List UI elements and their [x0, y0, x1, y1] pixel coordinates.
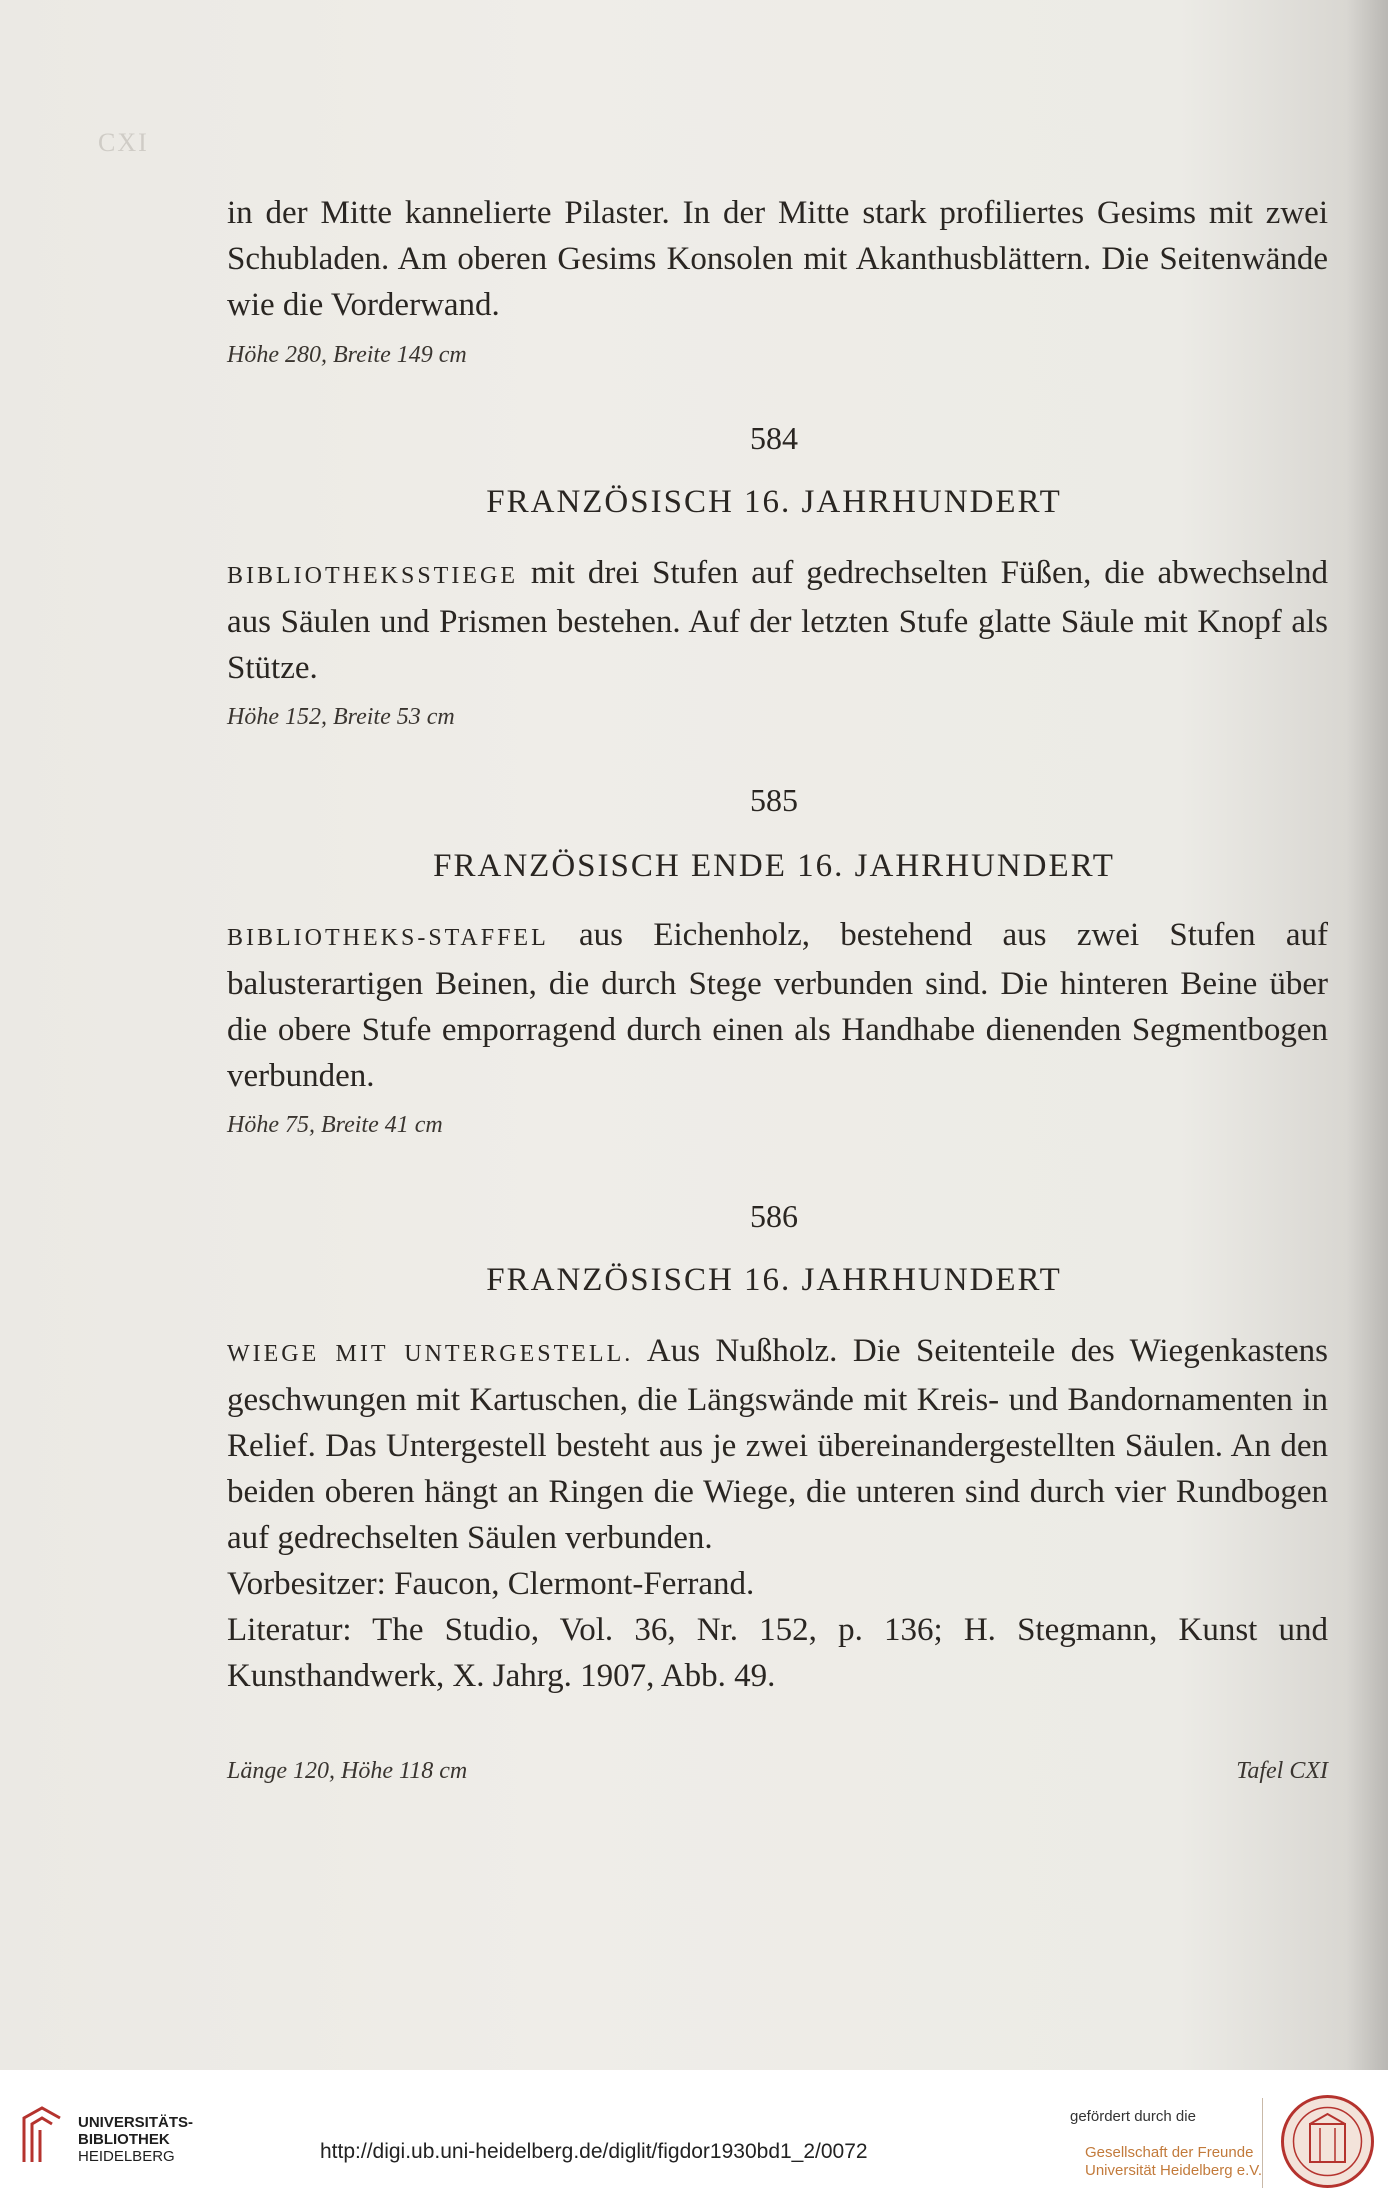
entry-body-586: Aus Nußholz. Die Seitenteile des Wiegenkastens geschwungen mit Kartuschen, die Längswände mit Kreis- und Bandornamenten in Relief. Das Untergestell besteht aus je zwei übereinandergestellten Säulen. An den beiden oberen hängt an Ringen die Wiege, die unteren sind durch vier Rundbogen auf gedrechselten Säulen verbunden.: [227, 1333, 1329, 1556]
entry-literature-586: Literatur: The Studio, Vol. 36, Nr. 152, p. 136; H. Stegmann, Kunst und Kunsthandwerk, X. Jahrg. 1907, Abb. 49.: [227, 1612, 1328, 1694]
university-seal-icon: [1280, 2094, 1375, 2189]
entry-lead-586: WIEGE MIT UNTERGESTELL.: [227, 1341, 634, 1367]
entry-number-585: 585: [750, 782, 798, 818]
library-logo-icon: [18, 2104, 66, 2164]
entry-body-585: aus Eichenholz, bestehend aus zwei Stufen auf balusterartigen Beinen, die durch Stege verbunden sind. Die hinteren Beine über die obere Stufe emporragend durch einen als Handhabe dienenden Segmentbogen verbunden.: [227, 917, 1328, 1094]
entry-dimensions-584: Höhe 152, Breite 53 cm: [227, 704, 455, 730]
entry-lead-585: BIBLIOTHEKS-STAFFEL: [227, 925, 549, 951]
entry-provenance-586: Vorbesitzer: Faucon, Clermont-Ferrand.: [227, 1566, 755, 1602]
entry-body-584: mit drei Stufen auf gedrechselten Füßen, die abwechselnd aus Säulen und Prismen bestehen. Auf der letzten Stufe glatte Säule mit Knopf als Stütze.: [227, 555, 1328, 686]
library-name: UNIVERSITÄTS- BIBLIOTHEK HEIDELBERG: [78, 2114, 194, 2165]
entry-lead-584: BIBLIOTHEKSSTIEGE: [227, 563, 518, 589]
entry-dimensions-586: Länge 120, Höhe 118 cm: [227, 1758, 468, 1784]
intro-dimensions: Höhe 280, Breite 149 cm: [227, 342, 467, 368]
entry-heading-585: FRANZÖSISCH ENDE 16. JAHRHUNDERT: [433, 848, 1115, 884]
permalink-url[interactable]: http://digi.ub.uni-heidelberg.de/diglit/figdor1930bd1_2/0072: [320, 2140, 868, 2163]
intro-paragraph: in der Mitte kannelierte Pilaster. In der Mitte stark profiliertes Gesims mit zwei Schubladen. Am oberen Gesims Konsolen mit Akanthusblättern. Die Seitenwände wie die Vorderwand.: [227, 195, 1328, 323]
entry-heading-584: FRANZÖSISCH 16. JAHRHUNDERT: [486, 484, 1062, 520]
entry-number-586: 586: [750, 1198, 798, 1234]
page-mark: CXI: [98, 128, 149, 157]
footer-divider: [1262, 2098, 1263, 2188]
entry-heading-586: FRANZÖSISCH 16. JAHRHUNDERT: [486, 1262, 1062, 1298]
funded-by-label: gefördert durch die: [1070, 2108, 1196, 2125]
society-name: Gesellschaft der Freunde Universität Heidelberg e.V.: [1085, 2144, 1263, 2179]
entry-number-584: 584: [750, 420, 798, 456]
entry-text-584: [227, 550, 1328, 691]
plate-reference: Tafel CXI: [1236, 1758, 1328, 1784]
entry-dimensions-585: Höhe 75, Breite 41 cm: [227, 1112, 443, 1138]
entry-text-586: [227, 1328, 1328, 1699]
footer-bar: [0, 2070, 1388, 2203]
entry-text-585: [227, 912, 1328, 1099]
